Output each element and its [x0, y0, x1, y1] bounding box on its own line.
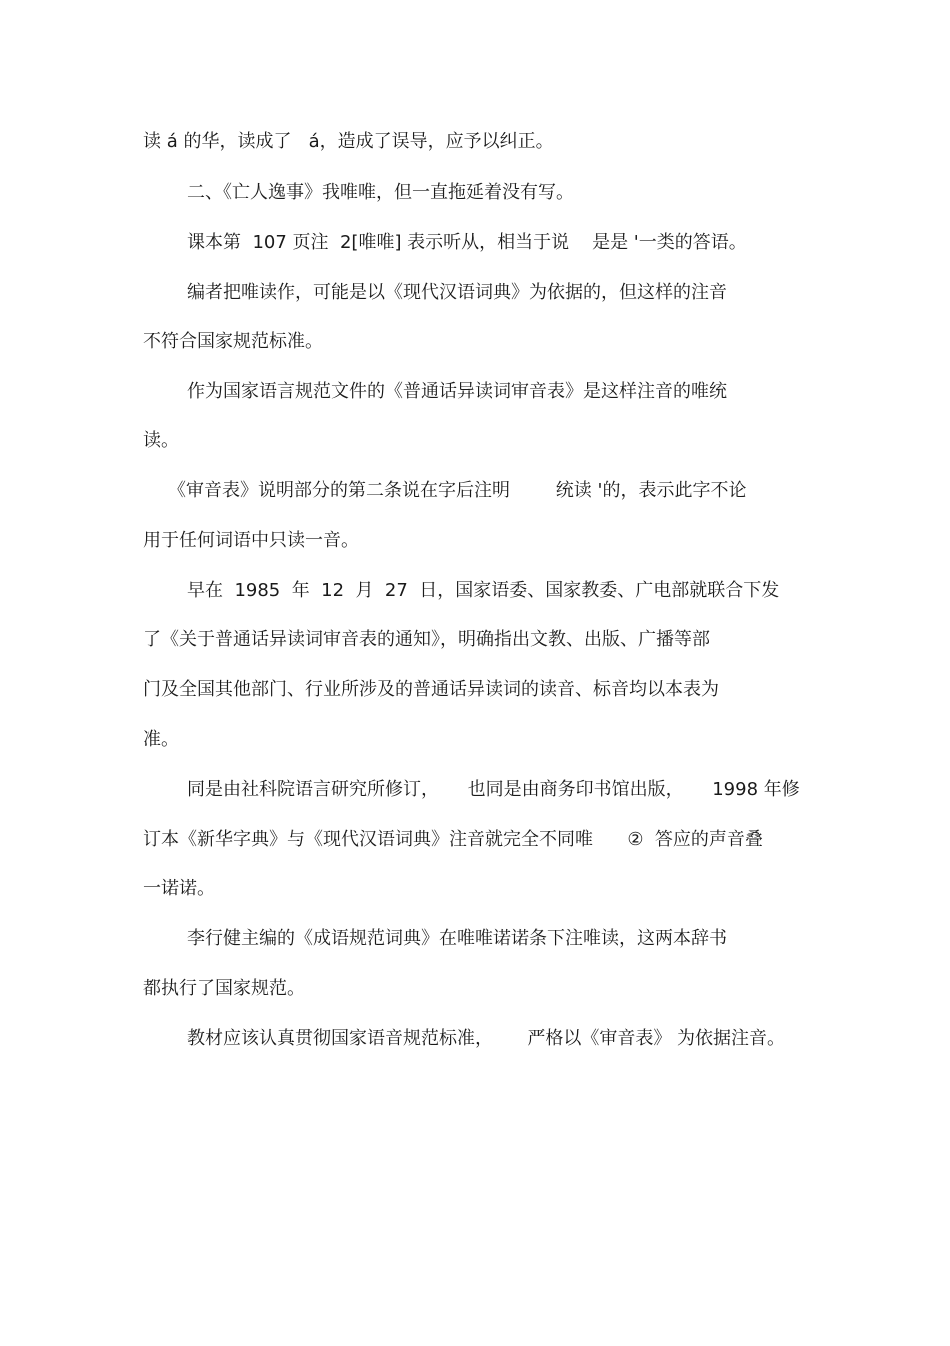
- text-line: 李行健主编的《成语规范词典》在唯唯诺诺条下注唯读，这两本辞书: [187, 928, 727, 949]
- text-line: 门及全国其他部门、行业所涉及的普通话异读词的读音、标音均以本表为: [143, 679, 719, 700]
- text-line: 用于任何词语中只读一音。: [143, 530, 359, 551]
- text-line: 早在 1985 年 12 月 27 日，国家语委、国家教委、广电部就联合下发: [187, 580, 780, 601]
- text-line: 了《关于普通话异读词审音表的通知》，明确指出文教、出版、广播等部: [143, 629, 710, 650]
- text-line: 准。: [143, 729, 179, 750]
- text-line: 课本第 107 页注 2[唯唯] 表示听从，相当于说 是是 '一类的答语。: [187, 232, 747, 253]
- text-line: 编者把唯读作，可能是以《现代汉语词典》为依据的，但这样的注音: [187, 282, 727, 303]
- text-line: 《审音表》说明部分的第二条说在字后注明 统读 '的，表示此字不论: [168, 480, 747, 501]
- text-line: 读 á 的华，读成了 á，造成了误导，应予以纠正。: [143, 131, 554, 152]
- text-line: 读。: [143, 430, 179, 451]
- text-line: 作为国家语言规范文件的《普通话异读词审音表》是这样注音的唯统: [187, 381, 727, 402]
- text-line: 都执行了国家规范。: [143, 978, 305, 999]
- text-line: 不符合国家规范标准。: [143, 331, 323, 352]
- text-line: 同是由社科院语言研究所修订， 也同是由商务印书馆出版， 1998 年修: [187, 779, 800, 800]
- text-line: 订本《新华字典》与《现代汉语词典》注音就完全不同唯 ② 答应的声音叠: [143, 829, 763, 850]
- text-line: 一诺诺。: [143, 878, 215, 899]
- text-line: 二、《亡人逸事》我唯唯，但一直拖延着没有写。: [187, 182, 574, 203]
- text-line: 教材应该认真贯彻国家语音规范标准， 严格以《审音表》 为依据注音。: [187, 1028, 786, 1049]
